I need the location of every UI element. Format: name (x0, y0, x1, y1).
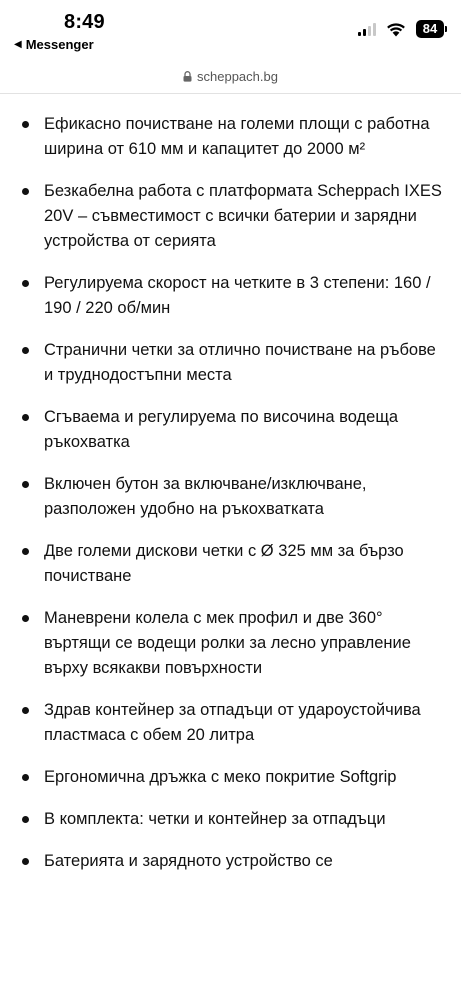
battery-icon (416, 20, 447, 38)
status-bar (0, 0, 461, 56)
feature-item: Безкабелна работа с платформата Scheppach IXES 20V – съвместимост с всички батерии и зарядни устройства от серията (0, 179, 447, 254)
battery-level: 84 (416, 20, 444, 38)
feature-item: Батерията и зарядното устройство се (0, 849, 447, 874)
cellular-signal-icon (358, 22, 376, 36)
status-time: 8:49 (64, 11, 105, 33)
wifi-icon (386, 22, 406, 37)
address-bar[interactable] (0, 62, 461, 90)
address-url: scheppach.bg (197, 68, 278, 84)
back-arrow-icon: ◀ (14, 39, 22, 50)
back-app-label: Messenger (25, 37, 94, 52)
feature-item: Ергономична дръжка с меко покритие Softgrip (0, 765, 447, 790)
lock-icon (183, 71, 192, 82)
feature-item: Включен бутон за включване/изключване, разположен удобно на ръкохватката (0, 472, 447, 522)
feature-item: Странични четки за отлично почистване на ръбове и труднодостъпни места (0, 338, 447, 388)
feature-list (0, 94, 461, 874)
feature-item: Ефикасно почистване на големи площи с работна ширина от 610 мм и капацитет до 2000 м² (0, 112, 447, 162)
status-icons (358, 20, 447, 38)
feature-item: Маневрени колела с мек профил и две 360° въртящи се водещи ролки за лесно управление върху всякакви повърхности (0, 606, 447, 681)
feature-item: В комплекта: четки и контейнер за отпадъци (0, 807, 447, 832)
back-to-app-button[interactable] (14, 37, 94, 52)
feature-item: Регулируема скорост на четките в 3 степени: 160 / 190 / 220 об/мин (0, 271, 447, 321)
page-content (0, 94, 461, 999)
feature-item: Две големи дискови четки с Ø 325 мм за бързо почистване (0, 539, 447, 589)
feature-item: Здрав контейнер за отпадъци от удароустойчива пластмаса с обем 20 литра (0, 698, 447, 748)
feature-item: Сгъваема и регулируема по височина водеща ръкохватка (0, 405, 447, 455)
